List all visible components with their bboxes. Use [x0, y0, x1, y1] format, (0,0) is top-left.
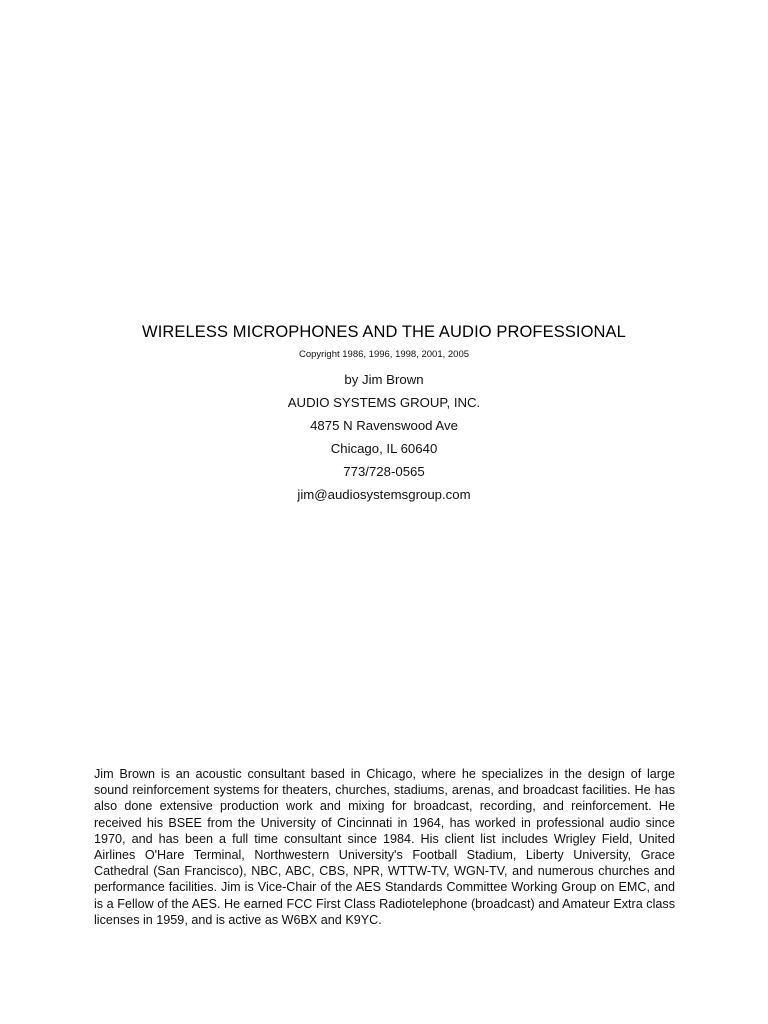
email-address: jim@audiosystemsgroup.com [297, 487, 471, 502]
title-block [0, 320, 768, 506]
city-state-zip: Chicago, IL 60640 [330, 441, 438, 456]
street-address: 4875 N Ravenswood Ave [310, 418, 458, 433]
document-title: WIRELESS MICROPHONES AND THE AUDIO PROFESSIONAL [142, 323, 626, 341]
company-name: AUDIO SYSTEMS GROUP, INC. [287, 395, 481, 410]
author-bio: Jim Brown is an acoustic consultant based in Chicago, where he specializes in the design of large sound reinforcement systems for theaters, churches, stadiums, arenas, and broadcast facilities. He has also done extensive production work and mixing for broadcast, recording, and reinforcement. He received his BSEE from the University of Cincinnati in 1964, has worked in professional audio since 1970, and has been a full time consultant since 1984. His client list includes Wrigley Field, United Airlines O'Hare Terminal, Northwestern University's Football Stadium, Liberty University, Grace Cathedral (San Francisco), NBC, ABC, CBS, NPR, WTTW-TV, WGN-TV, and numerous churches and performance facilities. Jim is Vice-Chair of the AES Standards Committee Working Group on EMC, and is a Fellow of the AES. He earned FCC First Class Radiotelephone (broadcast) and Amateur Extra class licenses in 1959, and is active as W6BX and K9YC. [94, 767, 675, 927]
copyright-line: Copyright 1986, 1996, 1998, 2001, 2005 [298, 349, 470, 360]
author-line: by Jim Brown [344, 372, 424, 387]
phone-number: 773/728-0565 [343, 464, 425, 479]
